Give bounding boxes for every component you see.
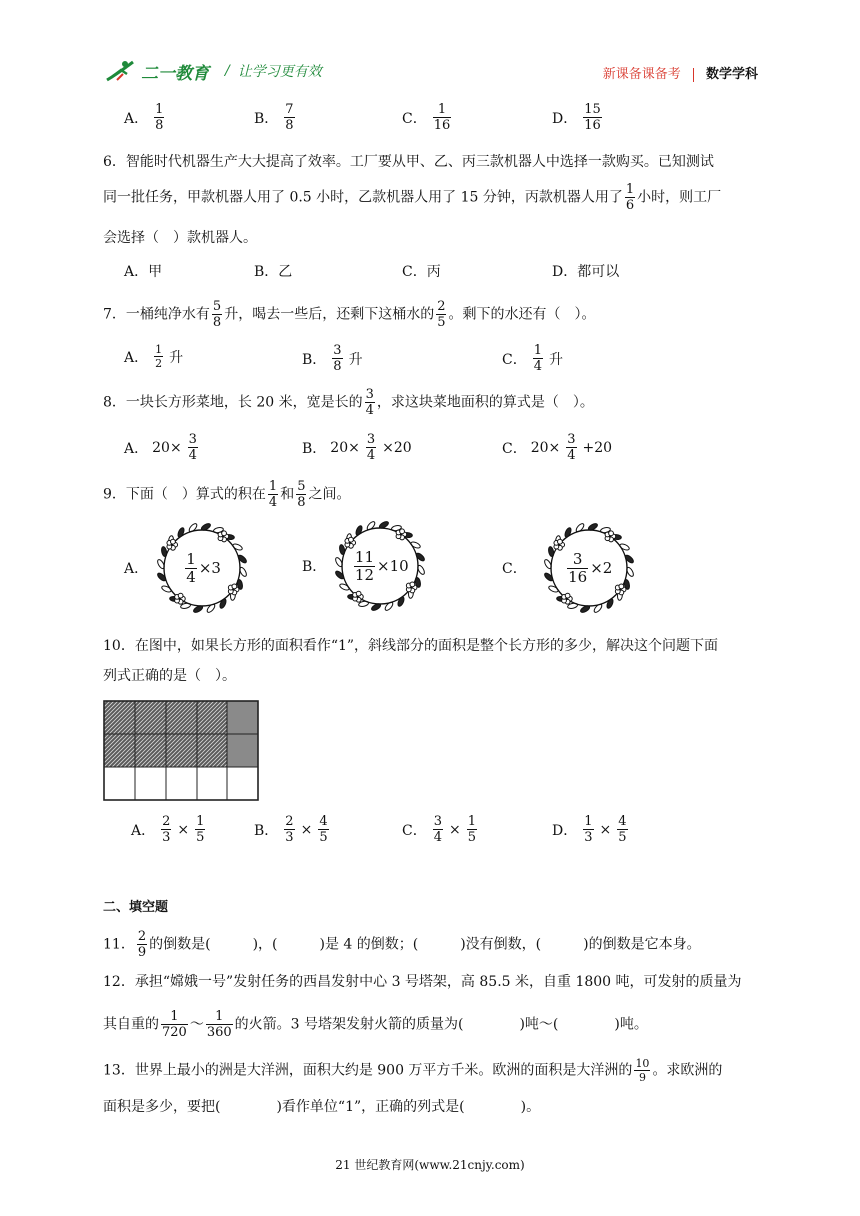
q7-text: 7．一桶纯净水有: [103, 306, 210, 323]
numerator: 3: [567, 552, 588, 569]
fraction: [366, 433, 376, 462]
q6-line-3: 会选择（ ）款机器人。: [103, 230, 257, 246]
q13-text: 。求欧洲的: [652, 1062, 723, 1079]
header-subject: [603, 63, 758, 82]
option-letter: C．: [402, 822, 427, 839]
denominator: 8: [297, 495, 306, 510]
numerator: 3: [188, 432, 197, 447]
q10-option-c[interactable]: [402, 815, 479, 844]
fraction: [365, 388, 375, 417]
q7-option-b[interactable]: [302, 344, 363, 373]
fraction: [433, 815, 443, 844]
q9-text: 9．下面（ ）算式的积在: [103, 486, 266, 503]
option-letter: D．: [552, 822, 578, 839]
fraction: [354, 547, 375, 584]
numerator: 1: [533, 343, 542, 358]
q8-option-c[interactable]: [502, 433, 612, 462]
q6-text: 小时，则工厂: [637, 189, 722, 206]
wreath-expression: [541, 520, 637, 616]
denominator: 3: [584, 830, 593, 845]
denominator: 4: [533, 359, 542, 374]
wreath: [332, 518, 428, 614]
option-letter: B．: [302, 559, 327, 575]
numerator: 7: [285, 102, 294, 117]
fraction: [617, 815, 627, 844]
q11-stem: [103, 930, 763, 959]
q9-option-a[interactable]: [124, 520, 250, 616]
fraction: [583, 815, 593, 844]
section-title: 二、填空题: [103, 900, 169, 915]
option-letter: B．: [254, 822, 279, 839]
denominator: 4: [433, 830, 442, 845]
denominator: 720: [162, 1025, 187, 1040]
numerator: 5: [212, 299, 222, 314]
fraction: [318, 815, 328, 844]
fraction: [161, 1010, 188, 1039]
option-letter: C．: [502, 440, 527, 457]
denominator: 360: [206, 1025, 232, 1040]
numerator: 5: [297, 479, 306, 494]
logo: [103, 58, 209, 84]
numerator: 1: [161, 1010, 188, 1025]
times-sign: ×: [449, 821, 461, 838]
fraction: [195, 815, 205, 844]
fraction: [185, 549, 197, 586]
header-subject-label: 数学学科: [705, 67, 758, 82]
times-sign: ×: [599, 821, 612, 838]
option-letter: A．: [124, 440, 149, 457]
q10-line-2: 列式正确的是（ ）。: [103, 668, 236, 684]
unit: 升: [348, 351, 363, 368]
q7-option-c[interactable]: [502, 344, 563, 373]
fraction: [436, 300, 446, 329]
q8-text: ，求这块菜地面积的算式是（ ）。: [376, 394, 594, 411]
q13-text: 13．世界上最小的洲是大洋洲，面积大约是 900 万平方千米。欧洲的面积是大洋洲的: [103, 1062, 633, 1079]
expression-text: 20×: [330, 439, 360, 456]
numerator: 1: [206, 1010, 233, 1025]
q6-option-d[interactable]: D．都可以: [552, 264, 620, 280]
q5-option-c[interactable]: [402, 103, 453, 132]
denominator: 9: [137, 945, 147, 960]
fraction: [206, 1010, 233, 1039]
q7-stem: [103, 300, 763, 329]
numerator: 1: [196, 814, 205, 829]
q6-text: 同一批任务，甲款机器人用了 0.5 小时，乙款机器人用了 15 分钟，丙款机器人用了: [103, 189, 623, 206]
numerator: 2: [137, 929, 147, 944]
denominator: 2: [155, 357, 163, 370]
q13-line-2: 面积是多少，要把( )看作单位“1”，正确的列式是( )。: [103, 1099, 541, 1115]
q6-option-c[interactable]: C．丙: [402, 264, 441, 280]
header-category: 新课备课备考: [602, 67, 681, 82]
numerator: 3: [333, 343, 342, 358]
numerator: 4: [618, 814, 627, 829]
option-letter: D．: [552, 110, 578, 127]
denominator: 4: [365, 403, 374, 418]
q12-text: 其自重的: [103, 1016, 159, 1033]
option-letter: C．: [502, 351, 527, 368]
denominator: 12: [354, 565, 375, 584]
denominator: 4: [186, 567, 196, 586]
denominator: 8: [285, 118, 294, 133]
fraction: [137, 930, 147, 959]
times-sign: ×: [300, 821, 313, 838]
expression-text: ×3: [198, 559, 221, 577]
q11-text: 的倒数是( )，( )是 4 的倒数；( )没有倒数，( )的倒数是它本身。: [149, 936, 701, 953]
denominator: 5: [467, 830, 477, 845]
q8-option-a[interactable]: [124, 433, 200, 462]
fraction: [467, 815, 477, 844]
denominator: 3: [162, 830, 171, 845]
option-letter: A．: [131, 822, 156, 839]
q10-line-1: 10．在图中，如果长方形的面积看作“1”，斜线部分的面积是整个长方形的多少，解决这个问题下面: [103, 638, 719, 654]
denominator: 8: [155, 118, 164, 133]
q10-option-d[interactable]: [552, 815, 630, 844]
option-letter: A．: [124, 561, 149, 577]
option-letter: B．: [302, 440, 327, 457]
fraction: [296, 480, 306, 509]
fraction: [634, 1058, 650, 1083]
denominator: 4: [366, 448, 376, 463]
fraction: [533, 344, 543, 373]
wreath: [154, 520, 250, 616]
q8-stem: [103, 388, 763, 417]
header-brand: [103, 58, 322, 84]
logo-text: 二一教育: [141, 63, 209, 84]
fraction: [566, 433, 576, 462]
numerator: 2: [285, 814, 294, 829]
numerator: 1: [584, 814, 593, 829]
numerator: 1: [625, 182, 635, 197]
fraction: [188, 433, 198, 462]
wreath-expression: [154, 520, 250, 616]
q7-text: 升，喝去一些后，还剩下这桶水的: [224, 306, 435, 323]
q13-line-1: [103, 1058, 763, 1083]
denominator: 5: [437, 315, 446, 330]
numerator: 1: [268, 479, 278, 494]
expression-text: 20×: [152, 439, 182, 456]
numerator: 1: [186, 549, 196, 568]
denominator: 16: [433, 118, 451, 133]
fraction: [433, 103, 452, 132]
q10-option-a[interactable]: [131, 815, 207, 844]
q9-option-c[interactable]: [502, 520, 637, 616]
expression-text: +20: [582, 439, 613, 456]
q9-text: 和: [280, 486, 295, 503]
option-letter: C．: [502, 561, 527, 577]
denominator: 4: [188, 448, 197, 463]
expression-text: 20×: [530, 439, 561, 456]
q6-line-1: 6．智能时代机器生产大大提高了效率。工厂要从甲、乙、丙三款机器人中选择一款购买。已知测试: [103, 154, 714, 170]
denominator: 5: [319, 830, 328, 845]
q12-text: 的火箭。3 号塔架发射火箭的质量为( )吨～( )吨。: [234, 1016, 648, 1033]
denominator: 8: [212, 315, 222, 330]
option-letter: B．: [302, 351, 327, 368]
option-letter: B．: [254, 110, 279, 127]
fraction: [332, 344, 342, 373]
expression-text: ×20: [382, 439, 412, 456]
q11-number: 11．: [103, 936, 135, 953]
denominator: 5: [618, 830, 627, 845]
numerator: 11: [354, 547, 375, 566]
page-footer: 21 世纪教育网(www.21cnjy.com): [335, 1158, 525, 1172]
fraction: [284, 103, 294, 132]
denominator: 8: [333, 359, 342, 374]
numerator: 10: [635, 1057, 650, 1070]
times-sign: ×: [177, 821, 190, 838]
q5-option-d[interactable]: [552, 103, 604, 132]
numerator: 4: [319, 814, 328, 829]
numerator: 1: [155, 102, 164, 117]
fraction: [625, 183, 635, 212]
expression-text: ×10: [377, 557, 409, 575]
numerator: 3: [433, 814, 442, 829]
denominator: 4: [567, 448, 576, 463]
numerator: 3: [365, 387, 374, 402]
numerator: 1: [467, 814, 477, 829]
q7-text: 。剩下的水还有（ ）。: [448, 306, 596, 323]
numerator: 3: [567, 432, 576, 447]
denominator: 4: [268, 495, 278, 510]
denominator: 9: [638, 1071, 646, 1084]
q7-option-a[interactable]: [124, 344, 183, 369]
fraction: [583, 103, 602, 132]
numerator: 15: [584, 102, 601, 117]
shaded-rectangle-diagram: [103, 700, 259, 801]
header-slash: /: [225, 63, 230, 79]
option-letter: A．: [124, 110, 149, 127]
blank-region: [104, 767, 258, 800]
q6-option-b[interactable]: B．乙: [254, 264, 293, 280]
fraction: [268, 480, 278, 509]
q6-option-a[interactable]: A．甲: [124, 264, 163, 280]
unit: 升: [169, 349, 184, 366]
q9-option-b[interactable]: [302, 518, 428, 614]
denominator: 5: [196, 830, 205, 845]
q6-line-2: [103, 183, 763, 212]
numerator: 1: [433, 103, 452, 118]
numerator: 2: [437, 299, 446, 314]
denominator: 16: [568, 567, 588, 586]
option-letter: A．: [124, 349, 149, 366]
q5-option-b[interactable]: [254, 103, 297, 132]
wreath: [541, 520, 637, 616]
q5-option-a[interactable]: [124, 103, 166, 132]
expression-text: ×2: [590, 559, 613, 577]
fraction: [154, 344, 163, 369]
q12-line-2: [103, 1010, 763, 1039]
runner-logo-icon: [103, 58, 137, 84]
header-divider: [693, 68, 694, 82]
numerator: 1: [155, 343, 163, 356]
wreath-expression: [332, 518, 428, 614]
header-slogan: 让学习更有效: [237, 64, 322, 80]
numerator: 3: [366, 432, 376, 447]
q9-text: 之间。: [308, 486, 351, 503]
fraction: [161, 815, 171, 844]
denominator: 16: [584, 118, 601, 133]
tilde: ～: [189, 1016, 204, 1033]
q9-stem: [103, 480, 763, 509]
denominator: 6: [625, 198, 635, 213]
fraction: [154, 103, 164, 132]
fraction: [212, 300, 222, 329]
q8-option-b[interactable]: [302, 433, 412, 462]
q12-line-1: 12．承担“嫦娥一号”发射任务的西昌发射中心 3 号塔架，高 85.5 米，自重 1800 吨，可发射的质量为: [103, 974, 742, 990]
numerator: 2: [162, 814, 171, 829]
unit: 升: [549, 351, 563, 368]
q8-text: 8．一块长方形菜地，长 20 米，宽是长的: [103, 394, 363, 411]
q10-option-b[interactable]: [254, 815, 331, 844]
fraction: [567, 549, 588, 586]
denominator: 3: [285, 830, 294, 845]
option-letter: C．: [402, 110, 427, 127]
fraction: [284, 815, 294, 844]
